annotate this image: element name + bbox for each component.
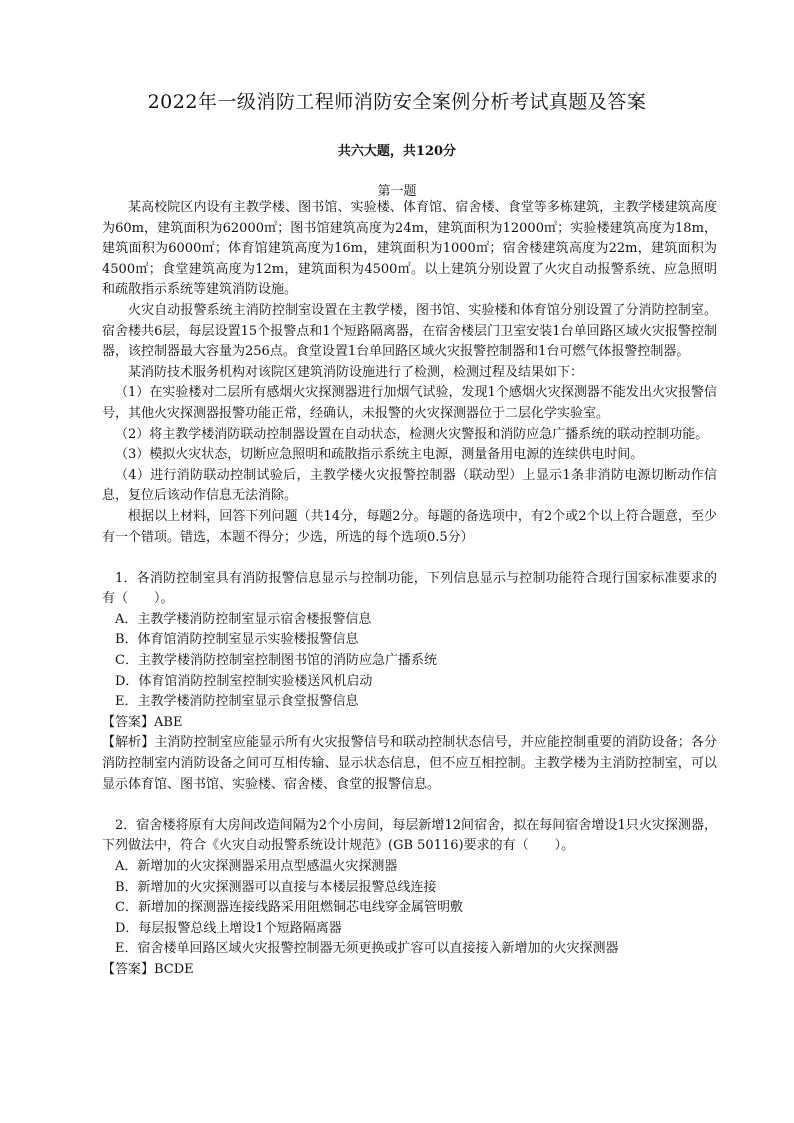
paragraph: 根据以上材料，回答下列问题（共14分，每题2分。每题的备选项中，有2个或2个以上符合题意，至少有一个错项。错选，本题不得分；少选，所选的每个选项0.5分） <box>102 508 717 545</box>
paragraph: （4）进行消防联动控制试验后，主教学楼火灾报警控制器（联动型）上显示1条非消防电源切断动作信息，复位后该动作信息无法消除。 <box>102 467 717 504</box>
page-title: 2022年一级消防工程师消防安全案例分析考试真题及答案 <box>147 91 647 113</box>
paragraph: （3）模拟火灾状态，切断应急照明和疏散指示系统主电源，测量备用电源的连续供电时间。 <box>115 447 644 463</box>
exam-summary: 共六大题，共120分 <box>337 144 457 159</box>
question-2-option-a: A．新增加的火灾探测器采用点型感温火灾探测器 <box>115 859 398 874</box>
question-1-option-d: D．体育馆消防控制室控制实验楼送风机启动 <box>115 673 373 689</box>
question-1-analysis: 【解析】主消防控制室应能显示所有火灾报警信号和联动控制状态信号，并应能控制重要的消防设备；各分消防控制室内消防设备之间可互相传输、显示状态信息，但不应互相控制。主教学楼为主消防控制室，可以显示体育馆、图书馆、实验楼、宿舍楼、食堂的报警信息。 <box>102 735 717 792</box>
question-1-option-b: B．体育馆消防控制室显示实验楼报警信息 <box>115 632 359 648</box>
paragraph: 火灾自动报警系统主消防控制室设置在主教学楼，图书馆、实验楼和体育馆分别设置了分消防控制室。宿舍楼共6层，每层设置15个报警点和1个短路隔离器，在宿舍楼层门卫室安装1台单回路区域火灾报警控制器，该控制器最大容量为256点。食堂设置1台单回路区域火灾报警控制器和1台可燃气体报警控制器。 <box>102 302 717 360</box>
question-2-stem: 2．宿舍楼将原有大房间改造间隔为2个小房间，每层新增12间宿舍，拟在每间宿舍增设1只火灾探测器，下列做法中，符合《火灾自动报警系统设计规范》(GB 50116)要求的有（ ）。 <box>102 817 717 854</box>
document-body <box>102 198 717 981</box>
question-2-option-e: E．宿舍楼单回路区域火灾报警控制器无须更换或扩容可以直接接入新增加的火灾探测器 <box>115 941 619 957</box>
question-1-answer: 【答案】ABE <box>102 714 183 730</box>
spacer <box>102 795 717 816</box>
section-heading: 第一题 <box>377 184 417 199</box>
question-2-answer: 【答案】BCDE <box>102 961 194 977</box>
question-1-option-a: A．主教学楼消防控制室显示宿舍楼报警信息 <box>115 611 372 627</box>
question-1-stem: 1．各消防控制室具有消防报警信息显示与控制功能，下列信息显示与控制功能符合现行国家标准要求的有（ ）。 <box>102 570 717 607</box>
paragraph: （1）在实验楼对二层所有感烟火灾探测器进行加烟气试验，发现1个感烟火灾探测器不能发出火灾报警信号，其他火灾探测器报警功能正常，经确认，未报警的火灾探测器位于二层化学实验室。 <box>102 385 717 421</box>
paragraph: 某消防技术服务机构对该院区建筑消防设施进行了检测，检测过程及结果如下： <box>128 364 584 380</box>
paragraph: 某高校院区内设有主教学楼、图书馆、实验楼、体育馆、宿舍楼、食堂等多栋建筑，主教学楼建筑高度为60m，建筑面积为62000㎡；图书馆建筑高度为24m，建筑面积为12000㎡；实验楼建筑高度为18m，建筑面积为6000㎡；体育馆建筑高度为16m，建筑面积为1000㎡；宿舍楼建筑高度为22m，建筑面积为4500㎡；食堂建筑高度为12m，建筑面积为4500㎡。以上建筑分别设置了火灾自动报警系统、应急照明和疏散指示系统等建筑消防设施。 <box>102 200 717 298</box>
question-1-option-e: E．主教学楼消防控制室显示食堂报警信息 <box>115 694 359 710</box>
question-2-option-d: D．每层报警总线上增设1个短路隔离器 <box>115 920 342 936</box>
question-2-option-b: B．新增加的火灾探测器可以直接与本楼层报警总线连接 <box>115 879 437 895</box>
spacer <box>102 548 717 569</box>
question-2-option-c: C．新增加的探测器连接线路采用阻燃铜芯电线穿金属管明敷 <box>115 900 463 916</box>
question-1-option-c: C．主教学楼消防控制室控制图书馆的消防应急广播系统 <box>115 653 437 669</box>
paragraph: （2）将主教学楼消防联动控制器设置在自动状态，检测火灾警报和消防应急广播系统的联动控制功能。 <box>115 426 709 442</box>
